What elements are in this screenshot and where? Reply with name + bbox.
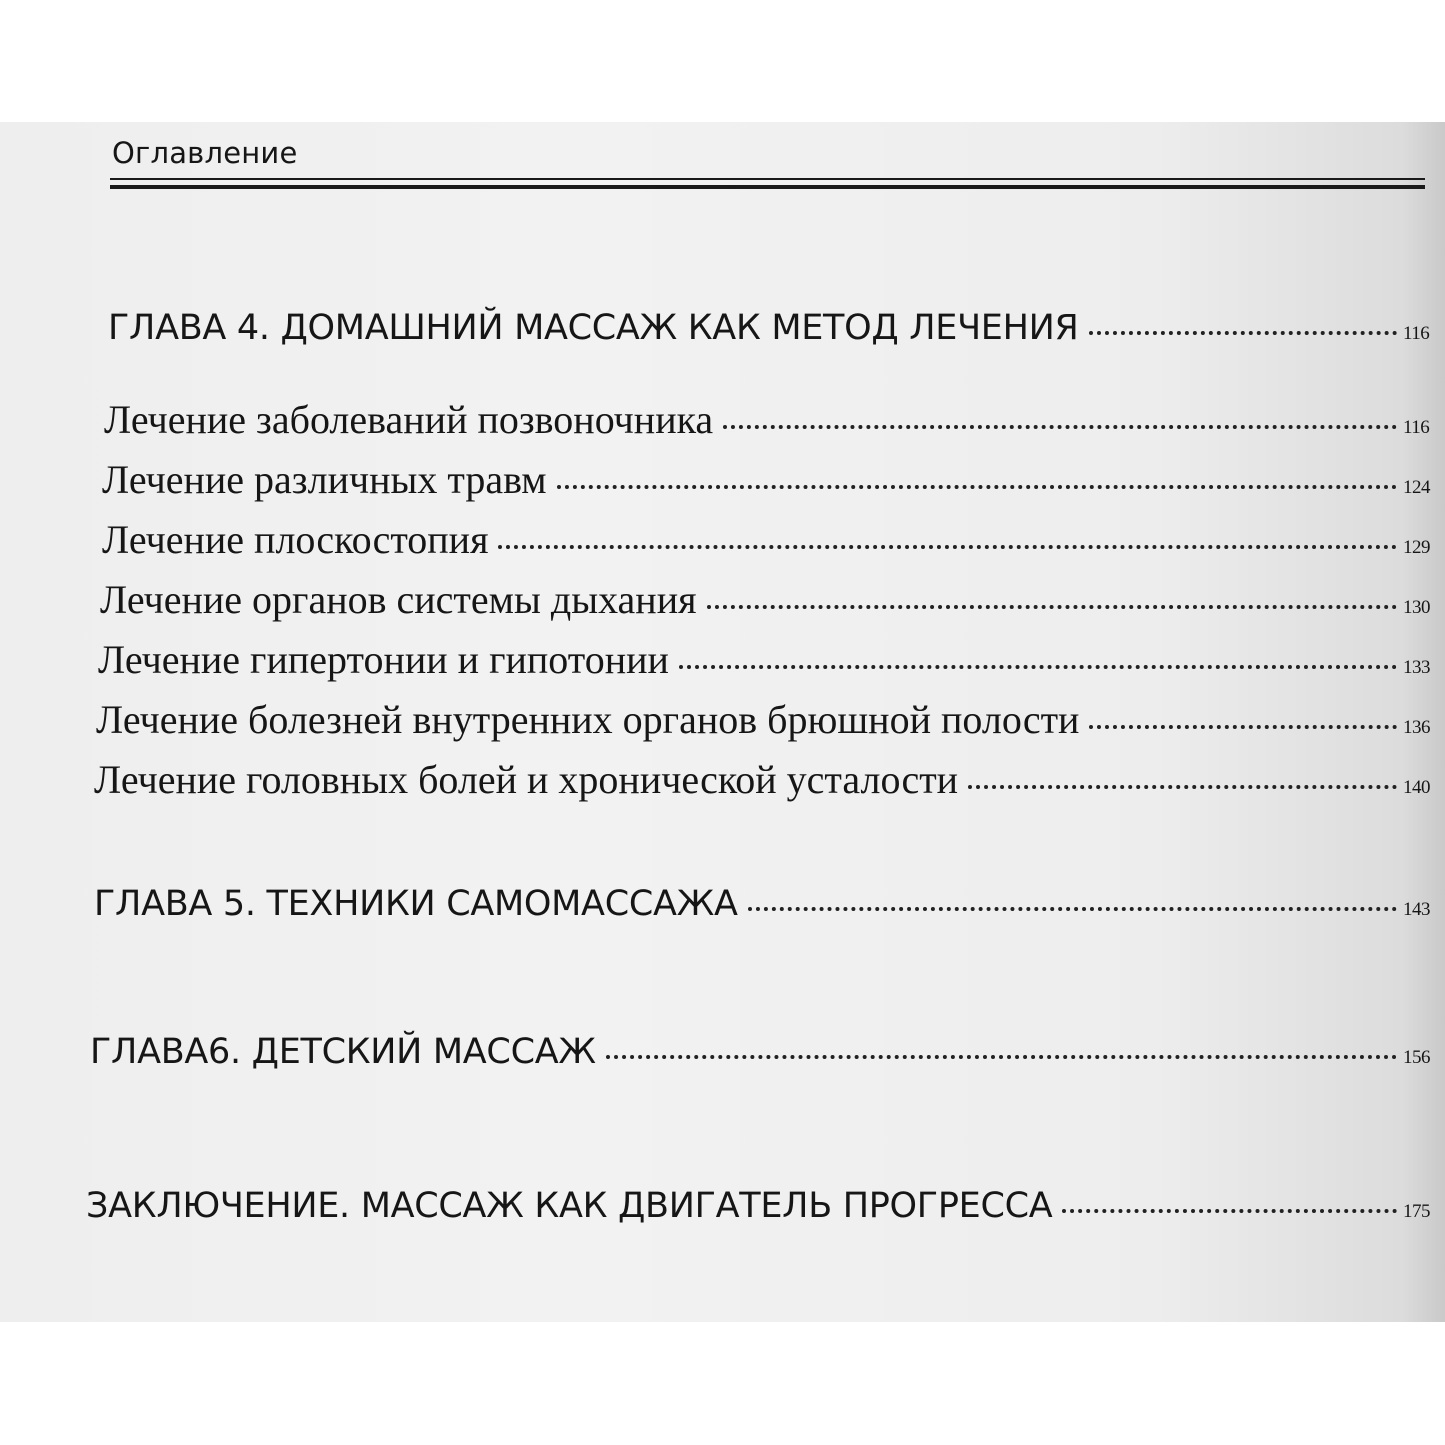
toc-section-page: 136 bbox=[1403, 717, 1430, 738]
toc-conclusion-title: ЗАКЛЮЧЕНИЕ. МАССАЖ КАК ДВИГАТЕЛЬ ПРОГРЕССА bbox=[86, 1186, 1053, 1226]
toc-leader-dots bbox=[1089, 725, 1397, 729]
toc-section-title: Лечение различных травм bbox=[102, 457, 547, 502]
toc-leader-dots bbox=[498, 545, 1397, 549]
toc-chapter-4 bbox=[108, 308, 1430, 348]
toc-leader-dots bbox=[557, 485, 1397, 489]
toc-conclusion-page: 175 bbox=[1403, 1201, 1430, 1222]
toc-chapter-6-page: 156 bbox=[1403, 1047, 1430, 1068]
header-rule-thin bbox=[110, 178, 1425, 180]
toc-chapter-4-title: ГЛАВА 4. ДОМАШНИЙ МАССАЖ КАК МЕТОД ЛЕЧЕНИЯ bbox=[108, 308, 1079, 348]
toc-section-title: Лечение заболеваний позвоночника bbox=[104, 397, 714, 442]
toc-leader-dots bbox=[1089, 331, 1398, 335]
toc-section-page: 116 bbox=[1403, 417, 1430, 438]
toc-section-title: Лечение органов системы дыхания bbox=[100, 577, 697, 622]
toc-leader-dots bbox=[707, 605, 1397, 609]
book-page bbox=[0, 122, 1445, 1322]
toc-section bbox=[94, 756, 1430, 803]
toc-leader-dots bbox=[748, 907, 1397, 911]
toc-chapter-4-page: 116 bbox=[1403, 323, 1430, 344]
toc-section-page: 124 bbox=[1403, 477, 1430, 498]
toc-chapter-5-title: ГЛАВА 5. ТЕХНИКИ САМОМАССАЖА bbox=[94, 884, 738, 924]
toc-section-page: 130 bbox=[1403, 597, 1430, 618]
toc-chapter-5 bbox=[94, 884, 1430, 924]
toc-section bbox=[98, 636, 1430, 683]
toc-section bbox=[100, 576, 1430, 623]
toc-leader-dots bbox=[606, 1055, 1397, 1059]
toc-leader-dots bbox=[679, 665, 1397, 669]
toc-section bbox=[102, 516, 1430, 563]
toc-section-page: 140 bbox=[1403, 777, 1430, 798]
toc-section-title: Лечение плоскостопия bbox=[102, 517, 489, 562]
toc-section-title: Лечение гипертонии и гипотонии bbox=[98, 637, 669, 682]
toc-leader-dots bbox=[1062, 1209, 1397, 1213]
toc-chapter-5-page: 143 bbox=[1403, 899, 1430, 920]
toc-leader-dots bbox=[723, 425, 1397, 429]
header-rule-thick bbox=[110, 185, 1425, 189]
toc-conclusion bbox=[86, 1186, 1430, 1226]
toc-section-title: Лечение головных болей и хронической усталости bbox=[94, 757, 959, 802]
toc-section bbox=[104, 396, 1430, 443]
toc-leader-dots bbox=[968, 785, 1397, 789]
running-head: Оглавление bbox=[112, 136, 298, 170]
toc-chapter-6 bbox=[90, 1032, 1430, 1072]
toc-section bbox=[96, 696, 1430, 743]
toc-section bbox=[102, 456, 1430, 503]
toc-section-page: 133 bbox=[1403, 657, 1430, 678]
toc-section-title: Лечение болезней внутренних органов брюшной полости bbox=[96, 697, 1080, 742]
toc-section-page: 129 bbox=[1403, 537, 1430, 558]
toc-chapter-6-title: ГЛАВА6. ДЕТСКИЙ МАССАЖ bbox=[90, 1032, 596, 1072]
